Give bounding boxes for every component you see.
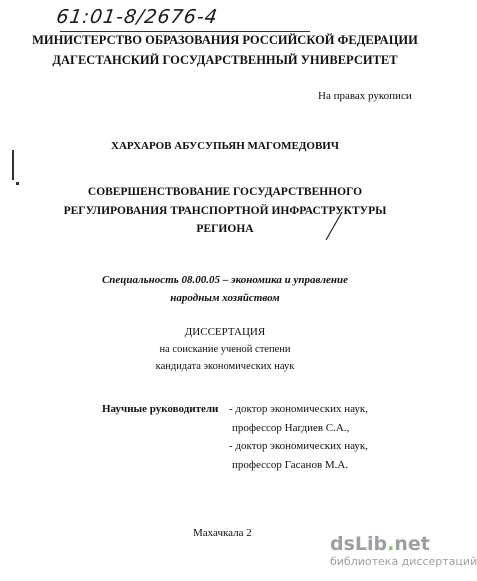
supervisor-2-degree: - доктор экономических наук,: [229, 440, 369, 452]
city-year-footer: Махачкала 2: [193, 527, 252, 539]
title-line-2: РЕГУЛИРОВАНИЯ ТРАНСПОРТНОЙ ИНФРАСТРУКТУРЫ: [63, 205, 387, 217]
specialty-line-2: народным хозяйством: [170, 292, 280, 304]
dissertation-degree-line-1: на соискание ученой степени: [159, 344, 291, 355]
handwritten-underline: [60, 31, 310, 32]
author-name: ХАРХАРОВ АБУСУПЬЯН МАГОМЕДОВИЧ: [111, 140, 339, 152]
supervisor-1-name: профессор Нагдиев С.А.,: [232, 422, 350, 434]
scan-margin-mark: [12, 150, 14, 180]
dslib-subtitle: библиотека диссертаций: [330, 555, 477, 568]
supervisors-label: Научные руководители: [102, 403, 219, 415]
dissertation-degree-line-2: кандидата экономических наук: [155, 361, 295, 372]
university-heading: ДАГЕСТАНСКИЙ ГОСУДАРСТВЕННЫЙ УНИВЕРСИТЕТ: [52, 53, 398, 67]
supervisor-1-degree: - доктор экономических наук,: [229, 403, 369, 415]
pen-stroke-mark: [318, 210, 348, 244]
supervisor-2-name: профессор Гасанов М.А.: [232, 459, 349, 471]
ministry-heading: МИНИСТЕРСТВО ОБРАЗОВАНИЯ РОССИЙСКОЙ ФЕДЕРАЦИИ: [32, 33, 418, 47]
specialty-line-1: Специальность 08.00.05 – экономика и управление: [101, 274, 349, 286]
dissertation-heading: ДИССЕРТАЦИЯ: [184, 326, 266, 338]
dslib-logo[interactable]: dsLib.net: [330, 533, 430, 555]
scan-speck: [16, 182, 19, 185]
manuscript-rights-note: На правах рукописи: [318, 90, 412, 102]
title-line-1: СОВЕРШЕНСТВОВАНИЕ ГОСУДАРСТВЕННОГО: [87, 186, 363, 198]
handwritten-catalog-code: 61:01-8/2676-4: [54, 6, 220, 28]
title-line-3: РЕГИОНА: [196, 223, 254, 235]
